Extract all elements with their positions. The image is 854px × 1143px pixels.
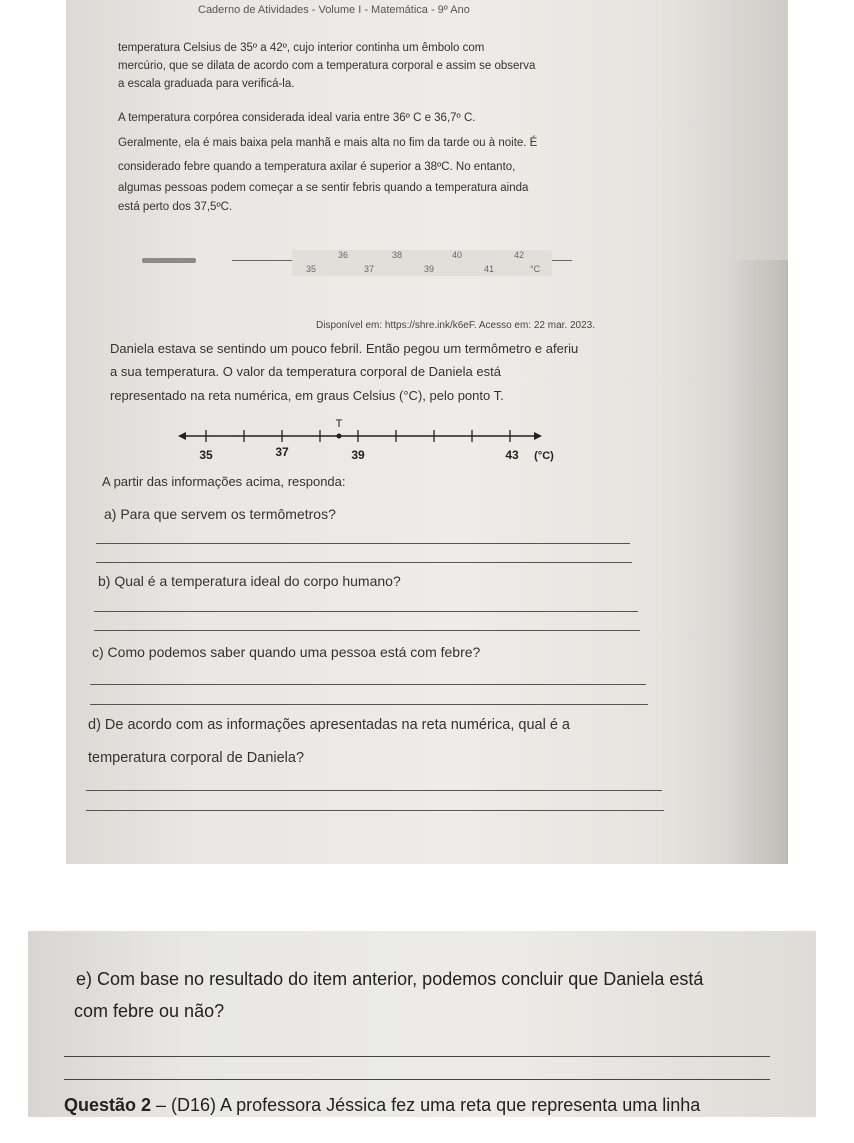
source-citation: Disponível em: https://shre.ink/k6eF. Acesso em: 22 mar. 2023.: [316, 320, 596, 331]
question-e-line-1: e) Com base no resultado do item anterior, podemos concluir que Daniela está: [76, 969, 704, 989]
story-line-3: representado na reta numérica, em graus Celsius (°C), pelo ponto T.: [110, 388, 504, 403]
intro-line-7: algumas pessoas podem começar a se sentir febris quando a temperatura ainda: [118, 182, 529, 194]
label-39: 39: [351, 448, 365, 462]
story-line-2: a sua temperatura. O valor da temperatura corporal de Daniela está: [110, 364, 501, 379]
answer-line-d2: [86, 810, 664, 811]
answer-line-c1: [90, 684, 646, 685]
answer-line-e2: [64, 1079, 770, 1080]
point-t-marker: [337, 434, 342, 439]
thermo-top-label-36: 36: [338, 250, 349, 260]
thermometer-image: [142, 246, 572, 282]
number-line-right-arrow: [534, 432, 542, 440]
thermo-top-label-40: 40: [452, 250, 463, 260]
answer-line-a1: [96, 543, 630, 544]
label-43: 43: [505, 448, 519, 462]
thermo-bottom-label-35: 35: [306, 264, 317, 274]
question-a: a) Para que servem os termômetros?: [104, 506, 336, 522]
thermo-bottom-label-37: 37: [364, 264, 375, 274]
answer-line-d1: [86, 790, 662, 791]
number-line: [178, 416, 558, 468]
intro-line-6: considerado febre quando a temperatura axilar é superior a 38ºC. No entanto,: [118, 161, 516, 173]
intro-line-1: temperatura Celsius de 35º a 42º, cujo interior continha um êmbolo com: [118, 42, 485, 54]
thermometer-bulb: [142, 258, 196, 263]
thermo-top-label-38: 38: [392, 250, 403, 260]
answer-line-a2: [96, 562, 632, 563]
thermometer-scale: [292, 250, 552, 276]
intro-line-4: A temperatura corpórea considerada ideal varia entre 36º C e 36,7º C.: [118, 112, 476, 124]
worksheet-photo-1: [66, 0, 788, 864]
answer-line-b2: [94, 630, 640, 631]
question-2-text: [64, 1095, 700, 1116]
question-2-body: – (D16) A professora Jéssica fez uma reta que representa uma linha: [151, 1095, 701, 1115]
thermo-bottom-label-41: 41: [484, 264, 495, 274]
number-line-left-arrow: [178, 432, 186, 440]
intro-line-2: mercúrio, que se dilata de acordo com a temperatura corporal e assim se observa: [118, 60, 536, 72]
instruction-text: A partir das informações acima, responda:: [102, 474, 346, 489]
worksheet-photo-2: [28, 931, 816, 1117]
worksheet-header: Caderno de Atividades - Volume I - Matemática - 9º Ano: [198, 4, 470, 16]
thermo-unit: °C: [530, 264, 541, 274]
intro-line-8: está perto dos 37,5ºC.: [118, 201, 233, 213]
point-t-label: T: [335, 418, 343, 430]
answer-line-e1: [64, 1056, 770, 1057]
thermo-bottom-label-39: 39: [424, 264, 435, 274]
story-line-1: Daniela estava se sentindo um pouco febril. Então pegou um termômetro e aferiu: [110, 341, 579, 356]
thermo-top-label-42: 42: [514, 250, 525, 260]
question-d-line-1: d) De acordo com as informações apresentadas na reta numérica, qual é a: [88, 717, 570, 733]
answer-line-c2: [90, 704, 648, 705]
question-e-line-2: com febre ou não?: [74, 1001, 225, 1021]
page-edge-shadow: [730, 260, 788, 864]
label-35: 35: [199, 448, 213, 462]
answer-line-b1: [94, 611, 638, 612]
question-d-line-2: temperatura corporal de Daniela?: [88, 750, 305, 766]
question-2-label: Questão 2: [64, 1095, 152, 1115]
intro-line-3: a escala graduada para verificá-la.: [118, 78, 295, 90]
question-b: b) Qual é a temperatura ideal do corpo humano?: [98, 573, 401, 589]
label-unit: (°C): [534, 450, 554, 462]
label-37: 37: [275, 445, 289, 459]
intro-line-5: Geralmente, ela é mais baixa pela manhã e mais alta no fim da tarde ou à noite. É: [118, 137, 538, 149]
question-c: c) Como podemos saber quando uma pessoa está com febre?: [92, 644, 481, 660]
